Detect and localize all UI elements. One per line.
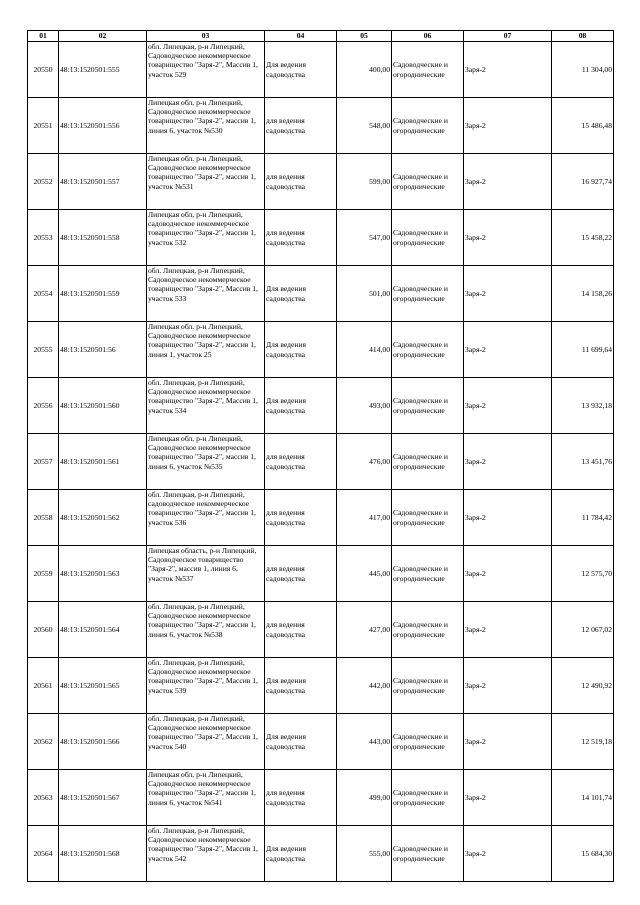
table-row: [28, 378, 614, 434]
zone-name-cell: Заря-2: [464, 770, 552, 826]
address-cell: [147, 714, 265, 770]
row-number-cell: 20554: [28, 266, 59, 322]
address-text: Липецкая область, р-н Липецкий, Садоводческое товарищество "Заря-2", массив 1, линия 6, участок №537: [148, 546, 257, 583]
row-number-cell: 20551: [28, 98, 59, 154]
address-cell: [147, 322, 265, 378]
permitted-use-cell: для ведения садоводства: [265, 546, 337, 602]
land-category-cell: Садоводческие и огороднические: [392, 42, 464, 98]
column-header: 05: [337, 31, 392, 42]
row-number-cell: 20561: [28, 658, 59, 714]
row-number-cell: 20563: [28, 770, 59, 826]
address-cell: [147, 490, 265, 546]
cadastral-number-cell: 48:13:1520501:559: [59, 266, 147, 322]
land-category-cell: Садоводческие и огороднические: [392, 602, 464, 658]
table-row: [28, 490, 614, 546]
land-category-cell: Садоводческие и огороднические: [392, 210, 464, 266]
cadastral-number-cell: 48:13:1520501:566: [59, 714, 147, 770]
cadastral-number-cell: 48:13:1520501:561: [59, 434, 147, 490]
address-cell: [147, 658, 265, 714]
table-row: [28, 98, 614, 154]
address-text: Липецкая обл, р-н Липецкий, садоводческое некоммерческое товарищество "Заря-2", массив 1, участок 532: [148, 210, 256, 247]
land-category-cell: Садоводческие и огороднические: [392, 490, 464, 546]
area-cell: 476,00: [337, 434, 392, 490]
address-text: обл. Липецкая, р-н Липецкий, Садоводческое некоммерческое товарищество "Заря-2", Массив 1, участок 539: [148, 658, 258, 695]
address-text: Липецкая обл, р-н Липецкий, Садоводческое некоммерческое товарищество "Заря-2", массив 1, линия 6, участок №541: [148, 770, 256, 807]
permitted-use-cell: для ведения садоводства: [265, 98, 337, 154]
address-text: обл. Липецкая, р-н Липецкий, садоводческое некоммерческое товарищество "Заря-2", массив 1, участок 536: [148, 490, 256, 527]
table-row: [28, 42, 614, 98]
column-header: 03: [147, 31, 265, 42]
permitted-use-cell: Для ведения садоводства: [265, 378, 337, 434]
zone-name-cell: Заря-2: [464, 602, 552, 658]
area-cell: 548,00: [337, 98, 392, 154]
land-category-cell: Садоводческие и огороднические: [392, 714, 464, 770]
area-cell: 599,00: [337, 154, 392, 210]
cadastral-number-cell: 48:13:1520501:557: [59, 154, 147, 210]
row-number-cell: 20556: [28, 378, 59, 434]
cadastral-value-cell: 12 575,70: [552, 546, 614, 602]
cadastral-value-cell: 14 101,74: [552, 770, 614, 826]
row-number-cell: 20550: [28, 42, 59, 98]
address-text: Липецкая обл, р-н Липецкий, Садоводческое некоммерческое товарищество "Заря-2", массив 1, линия 6, участок №535: [148, 434, 256, 471]
address-cell: [147, 210, 265, 266]
table-row: [28, 434, 614, 490]
row-number-cell: 20562: [28, 714, 59, 770]
land-category-cell: Садоводческие и огороднические: [392, 546, 464, 602]
cadastral-number-cell: 48:13:1520501:563: [59, 546, 147, 602]
column-header: 06: [392, 31, 464, 42]
row-number-cell: 20559: [28, 546, 59, 602]
zone-name-cell: Заря-2: [464, 266, 552, 322]
cadastral-value-cell: 16 927,74: [552, 154, 614, 210]
permitted-use-cell: для ведения садоводства: [265, 770, 337, 826]
table-row: [28, 210, 614, 266]
land-category-cell: Садоводческие и огороднические: [392, 98, 464, 154]
address-text: обл. Липецкая, р-н Липецкий, Садоводческое некоммерческое товарищество "Заря-2", Массив 1, участок 533: [148, 266, 258, 303]
cadastral-number-cell: 48:13:1520501:567: [59, 770, 147, 826]
address-text: обл. Липецкая, р-н Липецкий, Садоводческое некоммерческое товарищество "Заря-2", Массив 1, участок 534: [148, 378, 258, 415]
cadastral-number-cell: 48:13:1520501:56: [59, 322, 147, 378]
zone-name-cell: Заря-2: [464, 826, 552, 882]
address-cell: [147, 770, 265, 826]
permitted-use-cell: для ведения садоводства: [265, 210, 337, 266]
permitted-use-cell: Для ведения садоводства: [265, 658, 337, 714]
column-header: 07: [464, 31, 552, 42]
address-cell: [147, 546, 265, 602]
column-header: 01: [28, 31, 59, 42]
land-category-cell: Садоводческие и огороднические: [392, 378, 464, 434]
area-cell: 400,00: [337, 42, 392, 98]
zone-name-cell: Заря-2: [464, 378, 552, 434]
permitted-use-cell: для ведения садоводства: [265, 602, 337, 658]
permitted-use-cell: Для ведения садоводства: [265, 714, 337, 770]
area-cell: 414,00: [337, 322, 392, 378]
table-row: [28, 658, 614, 714]
address-cell: [147, 434, 265, 490]
area-cell: 501,00: [337, 266, 392, 322]
row-number-cell: 20557: [28, 434, 59, 490]
table-row: [28, 322, 614, 378]
column-header: 08: [552, 31, 614, 42]
address-cell: [147, 826, 265, 882]
cadastral-value-cell: 15 486,48: [552, 98, 614, 154]
table-row: [28, 770, 614, 826]
row-number-cell: 20553: [28, 210, 59, 266]
registry-table: [27, 30, 614, 882]
land-category-cell: Садоводческие и огороднические: [392, 154, 464, 210]
cadastral-value-cell: 13 451,76: [552, 434, 614, 490]
row-number-cell: 20558: [28, 490, 59, 546]
cadastral-number-cell: 48:13:1520501:568: [59, 826, 147, 882]
area-cell: 493,00: [337, 378, 392, 434]
zone-name-cell: Заря-2: [464, 546, 552, 602]
address-cell: [147, 98, 265, 154]
area-cell: 499,00: [337, 770, 392, 826]
address-cell: [147, 266, 265, 322]
table-header-row: [28, 31, 614, 42]
address-text: обл. Липецкая, р-н Липецкий, Садоводческое некоммерческое товарищество "Заря-2", Массив 1, участок 529: [148, 42, 258, 79]
zone-name-cell: Заря-2: [464, 98, 552, 154]
cadastral-number-cell: 48:13:1520501:565: [59, 658, 147, 714]
area-cell: 417,00: [337, 490, 392, 546]
permitted-use-cell: Для ведения садоводства: [265, 322, 337, 378]
cadastral-value-cell: 13 932,18: [552, 378, 614, 434]
table-row: [28, 266, 614, 322]
zone-name-cell: Заря-2: [464, 210, 552, 266]
permitted-use-cell: для ведения садоводства: [265, 490, 337, 546]
cadastral-number-cell: 48:13:1520501:555: [59, 42, 147, 98]
cadastral-value-cell: 12 519,18: [552, 714, 614, 770]
area-cell: 427,00: [337, 602, 392, 658]
zone-name-cell: Заря-2: [464, 490, 552, 546]
cadastral-value-cell: 11 699,64: [552, 322, 614, 378]
cadastral-value-cell: 12 067,02: [552, 602, 614, 658]
address-text: обл. Липецкая, р-н Липецкий, Садоводческое некоммерческое товарищество "Заря-2", массив 1, линия 6, участок №538: [148, 602, 256, 639]
area-cell: 445,00: [337, 546, 392, 602]
cadastral-value-cell: 11 784,42: [552, 490, 614, 546]
address-text: Липецкая обл. р-н Липецкий, Садоводческое некоммерческое товарищество "Заря-2", массив 1, участок №531: [148, 154, 256, 191]
cadastral-value-cell: 14 158,26: [552, 266, 614, 322]
row-number-cell: 20555: [28, 322, 59, 378]
permitted-use-cell: для ведения садоводства: [265, 154, 337, 210]
address-text: Липецкая обл, р-н Липецкий, Садоводческое некоммерческое товарищество "Заря-2", массив 1, линия 6, участок №530: [148, 98, 256, 135]
zone-name-cell: Заря-2: [464, 658, 552, 714]
area-cell: 555,00: [337, 826, 392, 882]
address-cell: [147, 154, 265, 210]
row-number-cell: 20552: [28, 154, 59, 210]
address-cell: [147, 42, 265, 98]
column-header: 02: [59, 31, 147, 42]
land-category-cell: Садоводческие и огороднические: [392, 770, 464, 826]
table-row: [28, 154, 614, 210]
zone-name-cell: Заря-2: [464, 322, 552, 378]
table-body: [28, 42, 614, 882]
land-category-cell: Садоводческие и огороднические: [392, 658, 464, 714]
address-cell: [147, 378, 265, 434]
area-cell: 547,00: [337, 210, 392, 266]
land-category-cell: Садоводческие и огороднические: [392, 826, 464, 882]
address-text: обл. Липецкая, р-н Липецкий, Садоводческое некоммерческое товарищество "Заря-2", Массив 1, участок 542: [148, 826, 258, 863]
area-cell: 443,00: [337, 714, 392, 770]
zone-name-cell: Заря-2: [464, 42, 552, 98]
address-cell: [147, 602, 265, 658]
permitted-use-cell: для ведения садоводства: [265, 434, 337, 490]
zone-name-cell: Заря-2: [464, 154, 552, 210]
land-category-cell: Садоводческие и огороднические: [392, 322, 464, 378]
cadastral-value-cell: 12 490,92: [552, 658, 614, 714]
cadastral-number-cell: 48:13:1520501:558: [59, 210, 147, 266]
table-row: [28, 602, 614, 658]
cadastral-value-cell: 15 684,30: [552, 826, 614, 882]
zone-name-cell: Заря-2: [464, 714, 552, 770]
land-category-cell: Садоводческие и огороднические: [392, 266, 464, 322]
row-number-cell: 20564: [28, 826, 59, 882]
permitted-use-cell: Для ведения садоводства: [265, 266, 337, 322]
address-text: Липецкая обл. р-н Липецкий, Садоводческое некоммерческое товарищество "Заря-2", массив 1, линия 1, участок 25: [148, 322, 256, 359]
area-cell: 442,00: [337, 658, 392, 714]
column-header: 04: [265, 31, 337, 42]
zone-name-cell: Заря-2: [464, 434, 552, 490]
table-row: [28, 546, 614, 602]
cadastral-value-cell: 11 304,00: [552, 42, 614, 98]
cadastral-number-cell: 48:13:1520501:556: [59, 98, 147, 154]
address-text: обл. Липецкая, р-н Липецкий, Садоводческое некоммерческое товарищество "Заря-2", Массив 1, участок 540: [148, 714, 258, 751]
cadastral-number-cell: 48:13:1520501:560: [59, 378, 147, 434]
row-number-cell: 20560: [28, 602, 59, 658]
cadastral-number-cell: 48:13:1520501:562: [59, 490, 147, 546]
cadastral-value-cell: 15 458,22: [552, 210, 614, 266]
table-row: [28, 714, 614, 770]
permitted-use-cell: Для ведения садоводства: [265, 826, 337, 882]
permitted-use-cell: Для ведения садоводства: [265, 42, 337, 98]
table-row: [28, 826, 614, 882]
land-category-cell: Садоводческие и огороднические: [392, 434, 464, 490]
cadastral-number-cell: 48:13:1520501:564: [59, 602, 147, 658]
